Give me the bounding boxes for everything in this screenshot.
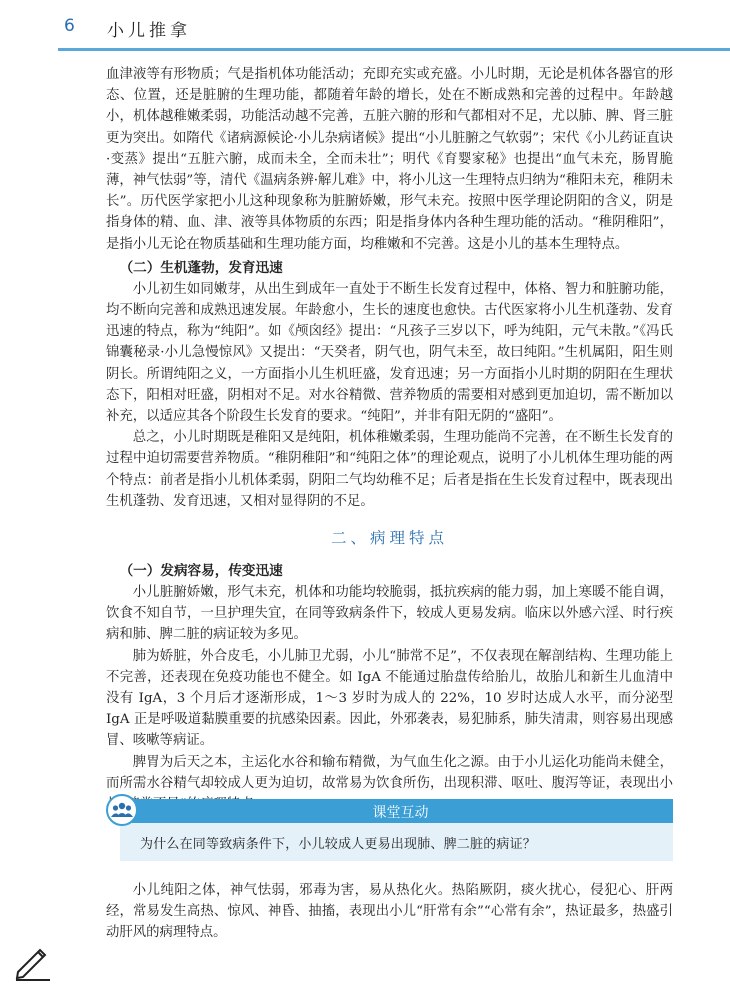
paragraph: 小儿初生如同嫩芽，从出生到成年一直处于不断生长发育过程中，体格、智力和脏腑功能，均不断向完善和成熟迅速发展。年龄愈小，生长的速度也愈快。古代医家将小儿生机蓬勃、发育迅速的特点，称为“纯阳”。如《颅囟经》提出：“凡孩子三岁以下，呼为纯阳，元气未散。”《冯氏锦囊秘录·小儿急慢惊风》又提出：“天癸者，阴气也，阴气未至，故曰纯阳。”生机属阳，阳生则阴长。所谓纯阳之义，一方面指小儿生机旺盛，发育迅速；另一方面指小儿时期的阴阳在生理状态下，阳相对旺盛，阴相对不足。对水谷精微、营养物质的需要相对感到更加迫切，需不断加以补充，以适应其各个阶段生长发育的要求。“纯阳”，并非有阳无阴的“盛阳”。 <box>106 281 673 425</box>
classroom-title-bar <box>128 799 673 823</box>
paragraph: 血津液等有形物质；气是指机体功能活动；充即充实或充盛。小儿时期，无论是机体各器官的形态、位置，还是脏腑的生理功能，都随着年龄的增长，处在不断成熟和完善的过程中。年龄越小，机体越稚嫩柔弱，功能活动越不完善，五脏六腑的形和气都相对不足，尤以肺、脾、肾三脏更为突出。如隋代《诸病源候论·小儿杂病诸候》提出“小儿脏腑之气软弱”；宋代《小儿药证直诀·变蒸》提出“五脏六腑，成而未全，全而未壮”；明代《育婴家秘》也提出“血气未充，肠胃脆薄，神气怯弱”等，清代《温病条辨·解儿难》中，将小儿这一生理特点归纳为“稚阳未充，稚阴未长”。历代医学家把小儿这种现象称为脏腑娇嫩，形气未充。按照中医学理论阴阳的含义，阴是指身体的精、血、津、液等具体物质的东西；阳是指身体内各种生理功能的活动。“稚阴稚阳”，是指小儿无论在物质基础和生理功能方面，均稚嫩和不完善。这是小儿的基本生理特点。 <box>106 67 673 252</box>
header-rule <box>58 48 730 51</box>
page-header <box>0 0 730 55</box>
page-number: 6 <box>64 16 75 36</box>
paragraph: 肺为娇脏，外合皮毛，小儿肺卫尤弱，小儿“肺常不足”，不仅表现在解剖结构、生理功能上不完善，还表现在免疫功能也不健全。如 IgA 不能通过胎盘传给胎儿，故胎儿和新生儿血清中没有 IgA，3 个月后才逐渐形成，1～3 岁时为成人的 22%，10 岁时达成人水平，而分泌型 IgA 正是呼吸道黏膜重要的抗感染因素。因此，外邪袭表，易犯肺系，肺失清肃，则容易出现感冒、咳嗽等病证。 <box>106 648 673 749</box>
closing-text <box>106 880 673 944</box>
section-title: 二、病理特点 <box>330 529 448 548</box>
classroom-interaction-box <box>106 794 673 864</box>
paragraph: 小儿脏腑娇嫩，形气未充，机体和功能均较脆弱，抵抗疾病的能力弱，加上寒暖不能自调，饮食不知自节，一旦护理失宜，在同等致病条件下，较成人更易发病。临床以外感六淫、时行疾病和肺、脾二脏的病证较为多见。 <box>106 585 673 643</box>
paragraph: 总之，小儿时期既是稚阳又是纯阳，机体稚嫩柔弱，生理功能尚不完善，在不断生长发育的过程中迫切需要营养物质。“稚阴稚阳”和“纯阳之体”的理论观点，说明了小儿机体生理功能的两个特点：前者是指小儿机体柔弱，阴阳二气均幼稚不足；后者是指在生长发育过程中，既表现出生机蓬勃、发育迅速，又相对显得阴的不足。 <box>106 430 673 509</box>
pen-icon <box>12 940 54 982</box>
running-title: 小儿推拿 <box>107 21 191 41</box>
classroom-question-box <box>120 823 673 861</box>
paragraph: 脾胃为后天之本，主运化水谷和输布精微，为气血生化之源。由于小儿运化功能尚未健全，而所需水谷精气却较成人更为迫切，故常易为饮食所伤，出现积滞、呕吐、腹泻等证，表现出小 <box>106 754 673 791</box>
paragraph: 小儿纯阳之体，神气怯弱，邪毒为害，易从热化火。热陷厥阴，痰火扰心，侵犯心、肝两经，常易发生高热、惊风、神昏、抽搐，表现出小儿“肝常有余”“心常有余”，热证最多，热盛引动肝风的病理特点。 <box>106 883 673 941</box>
main-text <box>106 64 673 815</box>
group-discussion-icon <box>106 794 138 826</box>
subsection-heading: （二）生机蓬勃，发育迅速 <box>119 259 283 276</box>
subsection-heading: （一）发病容易，传变迅速 <box>119 563 283 580</box>
classroom-title: 课堂互动 <box>372 805 429 821</box>
classroom-question: 为什么在同等致病条件下，小儿较成人更易出现肺、脾二脏的病证？ <box>140 837 537 852</box>
